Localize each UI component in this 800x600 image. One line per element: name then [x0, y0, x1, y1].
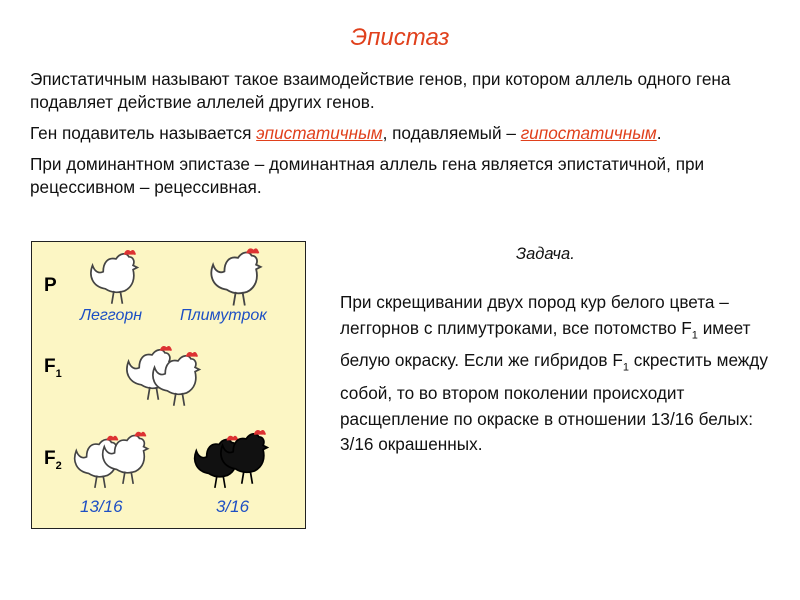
generation-f1-sub: 1 [55, 367, 62, 380]
terms-text-middle: , подавляемый – [382, 123, 521, 143]
ratio-white-label: 13/16 [80, 497, 123, 516]
term-hypostatic: гипостатичным [520, 123, 657, 143]
task-sub-1: 1 [691, 328, 698, 341]
slide-title: Эпистаз [350, 24, 450, 51]
inheritance-figure [31, 241, 306, 529]
task-text-part3: скрестить между собой, то во втором поколении происходит расщепление по окраске в отношении 13/16 белых: 3/16 окрашенных. [340, 350, 768, 455]
task-title: Задача. [516, 245, 575, 263]
task-text-part2: имеет белую окраску. Если же гибридов F [340, 317, 751, 371]
task-text [340, 290, 770, 458]
terms-paragraph [30, 122, 780, 145]
generation-f1-label [44, 356, 62, 380]
terms-text-before: Ген подавитель называется [30, 123, 257, 143]
dominance-paragraph: При доминантном эпистазе – доминантная аллель гена является эпистатичной, при рецессивном – рецессивная. [30, 154, 705, 197]
f1-rooster-icon [146, 346, 210, 410]
generation-f1-letter: F [44, 356, 56, 377]
generation-f2-sub: 2 [55, 459, 62, 472]
ratio-colored-label: 3/16 [216, 497, 250, 516]
terms-text-after: . [656, 123, 662, 143]
f2-white-rooster-icon [96, 426, 158, 488]
generation-f2-letter: F [44, 448, 56, 469]
f2-black-rooster-icon [214, 424, 278, 488]
generation-f2-label [44, 448, 62, 472]
breed-leghorn-label: Леггорн [80, 307, 143, 324]
term-epistatic: эпистатичным [256, 123, 383, 143]
definition-paragraph: Эпистатичным называют такое взаимодействие генов, при котором аллель одного гена подавляет действие аллелей других генов. [30, 69, 731, 112]
generation-p-label: P [44, 275, 57, 296]
task-sub-2: 1 [622, 361, 629, 374]
breed-plymouth-label: Плимутрок [180, 307, 267, 324]
leghorn-hen-icon [84, 244, 148, 308]
task-text-part1: При скрещивании двух пород кур белого цвета – леггорнов с плимутроками, все потомство F [340, 292, 729, 338]
plymouth-rooster-icon [204, 242, 272, 310]
